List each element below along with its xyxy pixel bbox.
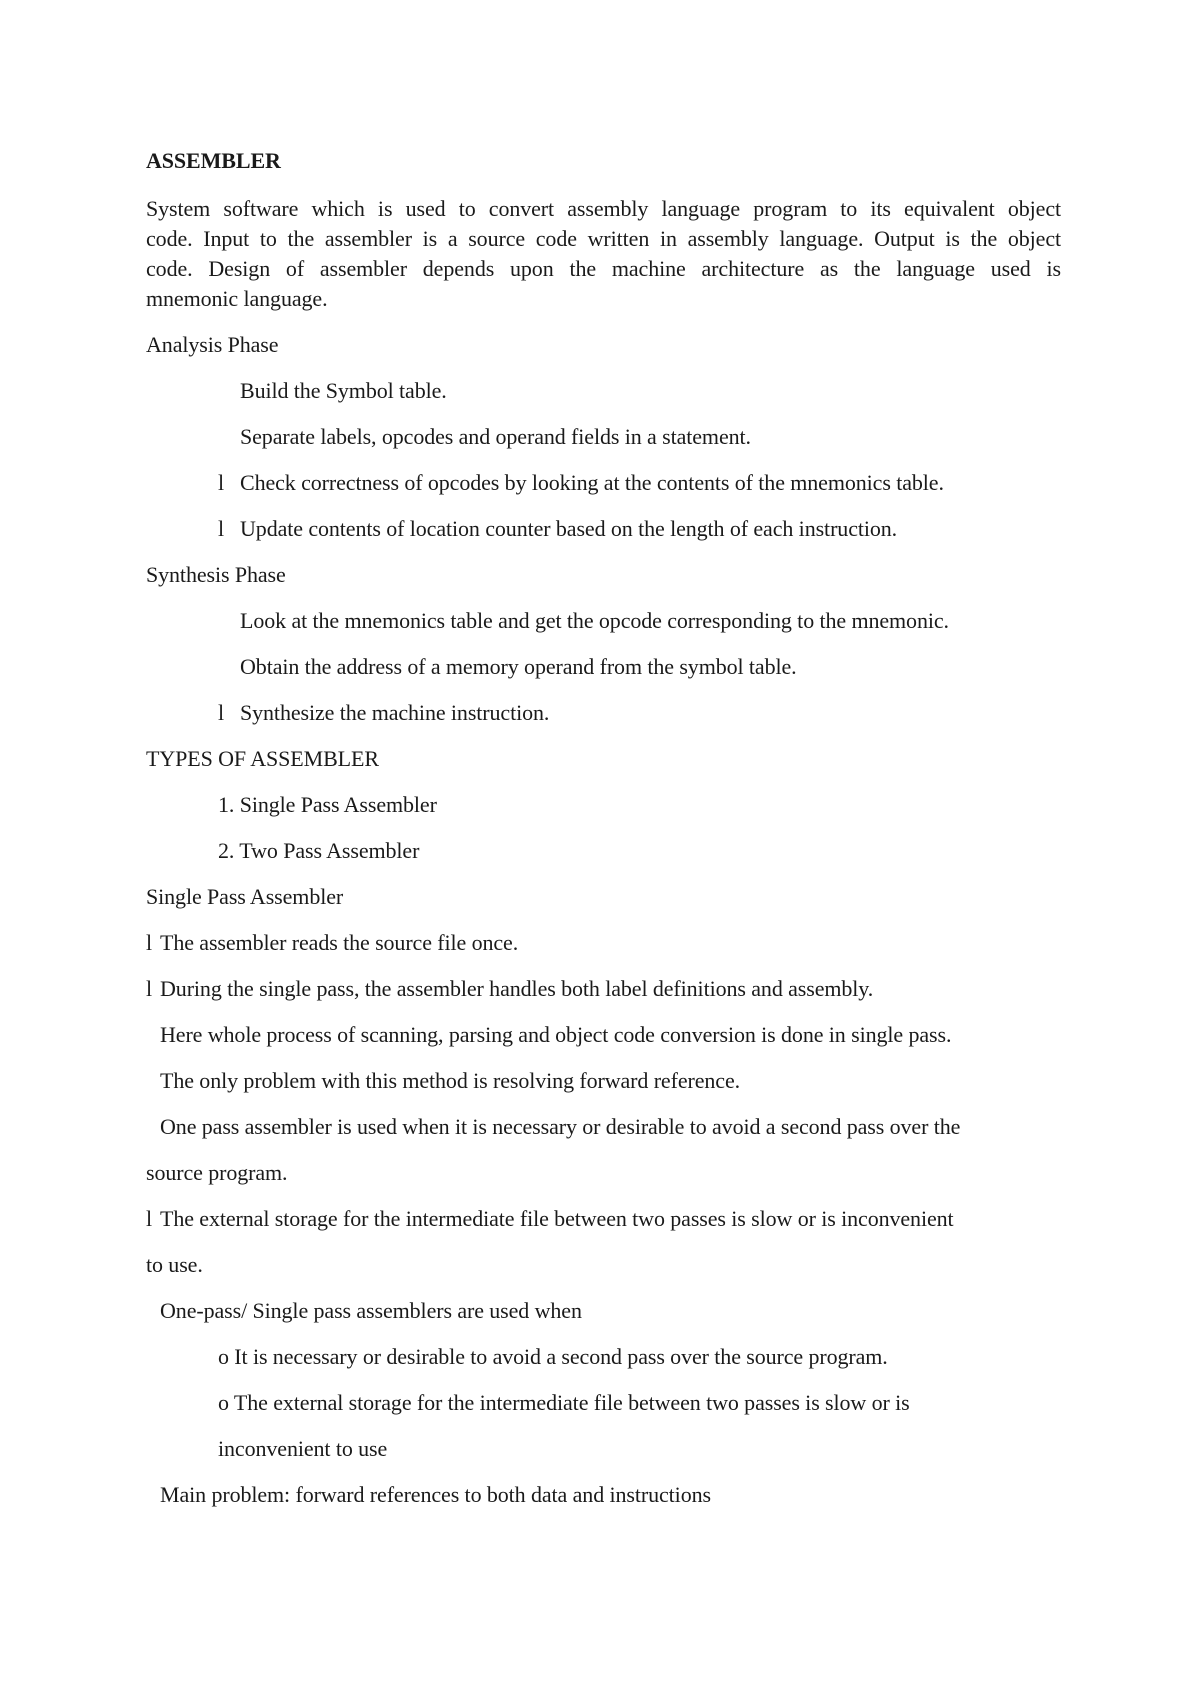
list-item-text: Build the Symbol table. bbox=[240, 378, 447, 403]
list-item-text: Main problem: forward references to both data and instructions bbox=[160, 1482, 711, 1507]
bullet-marker: l bbox=[218, 700, 225, 725]
bullet-marker bbox=[146, 1022, 160, 1048]
bullet-marker bbox=[146, 1114, 160, 1140]
list-item-text: Here whole process of scanning, parsing and object code conversion is done in single pass. bbox=[160, 1022, 952, 1047]
list-item bbox=[218, 516, 897, 542]
sub-list-item: o It is necessary or desirable to avoid a second pass over the source program. bbox=[218, 1344, 888, 1369]
analysis-heading: Analysis Phase bbox=[146, 332, 279, 357]
continuation-line: to use. bbox=[146, 1252, 203, 1277]
list-item bbox=[218, 378, 447, 404]
list-item-text: Update contents of location counter based on the length of each instruction. bbox=[240, 516, 898, 541]
bullet-marker: l bbox=[218, 516, 225, 541]
list-item-text: Obtain the address of a memory operand from the symbol table. bbox=[240, 654, 797, 679]
list-item bbox=[146, 976, 873, 1002]
list-item bbox=[218, 470, 944, 496]
intro-line-1: System software which is used to convert assembly language program to its equivalent object bbox=[146, 196, 1061, 221]
bullet-marker bbox=[218, 654, 240, 680]
list-item bbox=[146, 1114, 960, 1140]
sub-list-item: o The external storage for the intermediate file between two passes is slow or is bbox=[218, 1390, 910, 1415]
list-item bbox=[146, 1298, 582, 1324]
list-item bbox=[146, 930, 518, 956]
list-item bbox=[218, 424, 751, 450]
intro-line-2: code. Input to the assembler is a source code written in assembly language. Output is the object bbox=[146, 226, 1061, 251]
continuation-line: source program. bbox=[146, 1160, 288, 1185]
list-item bbox=[146, 1022, 951, 1048]
list-item-text: During the single pass, the assembler handles both label definitions and assembly. bbox=[160, 976, 874, 1001]
bullet-marker bbox=[146, 1482, 160, 1508]
list-item bbox=[218, 654, 797, 680]
bullet-marker bbox=[146, 1068, 160, 1094]
bullet-marker bbox=[218, 378, 240, 404]
list-item-text: The assembler reads the source file once. bbox=[160, 930, 519, 955]
synthesis-heading: Synthesis Phase bbox=[146, 562, 286, 587]
list-item-text: The external storage for the intermediate file between two passes is slow or is inconvenient bbox=[160, 1206, 954, 1231]
list-item bbox=[218, 608, 949, 634]
list-item-text: The only problem with this method is resolving forward reference. bbox=[160, 1068, 741, 1093]
list-item-text: One-pass/ Single pass assemblers are used when bbox=[160, 1298, 582, 1323]
continuation-line: inconvenient to use bbox=[218, 1436, 388, 1461]
list-item bbox=[146, 1482, 711, 1508]
page-title: ASSEMBLER bbox=[146, 148, 281, 173]
intro-line-4: mnemonic language. bbox=[146, 286, 328, 311]
list-item bbox=[146, 1206, 954, 1232]
list-item-text: Check correctness of opcodes by looking at the contents of the mnemonics table. bbox=[240, 470, 944, 495]
list-item bbox=[146, 1068, 740, 1094]
list-item: 1. Single Pass Assembler bbox=[218, 792, 437, 817]
list-item bbox=[218, 700, 549, 726]
list-item-text: Synthesize the machine instruction. bbox=[240, 700, 550, 725]
list-item-text: Separate labels, opcodes and operand fields in a statement. bbox=[240, 424, 751, 449]
list-item: 2. Two Pass Assembler bbox=[218, 838, 420, 863]
bullet-marker bbox=[218, 608, 240, 634]
bullet-marker: l bbox=[218, 470, 225, 495]
single-pass-heading: Single Pass Assembler bbox=[146, 884, 344, 909]
bullet-marker bbox=[146, 1298, 160, 1324]
bullet-marker: l bbox=[146, 976, 153, 1001]
bullet-marker: l bbox=[146, 930, 153, 955]
types-heading: TYPES OF ASSEMBLER bbox=[146, 746, 379, 771]
list-item-text: One pass assembler is used when it is necessary or desirable to avoid a second pass over the bbox=[160, 1114, 961, 1139]
bullet-marker bbox=[218, 424, 240, 450]
list-item-text: Look at the mnemonics table and get the opcode corresponding to the mnemonic. bbox=[240, 608, 949, 633]
intro-line-3: code. Design of assembler depends upon the machine architecture as the language used is bbox=[146, 256, 1061, 281]
bullet-marker: l bbox=[146, 1206, 153, 1231]
